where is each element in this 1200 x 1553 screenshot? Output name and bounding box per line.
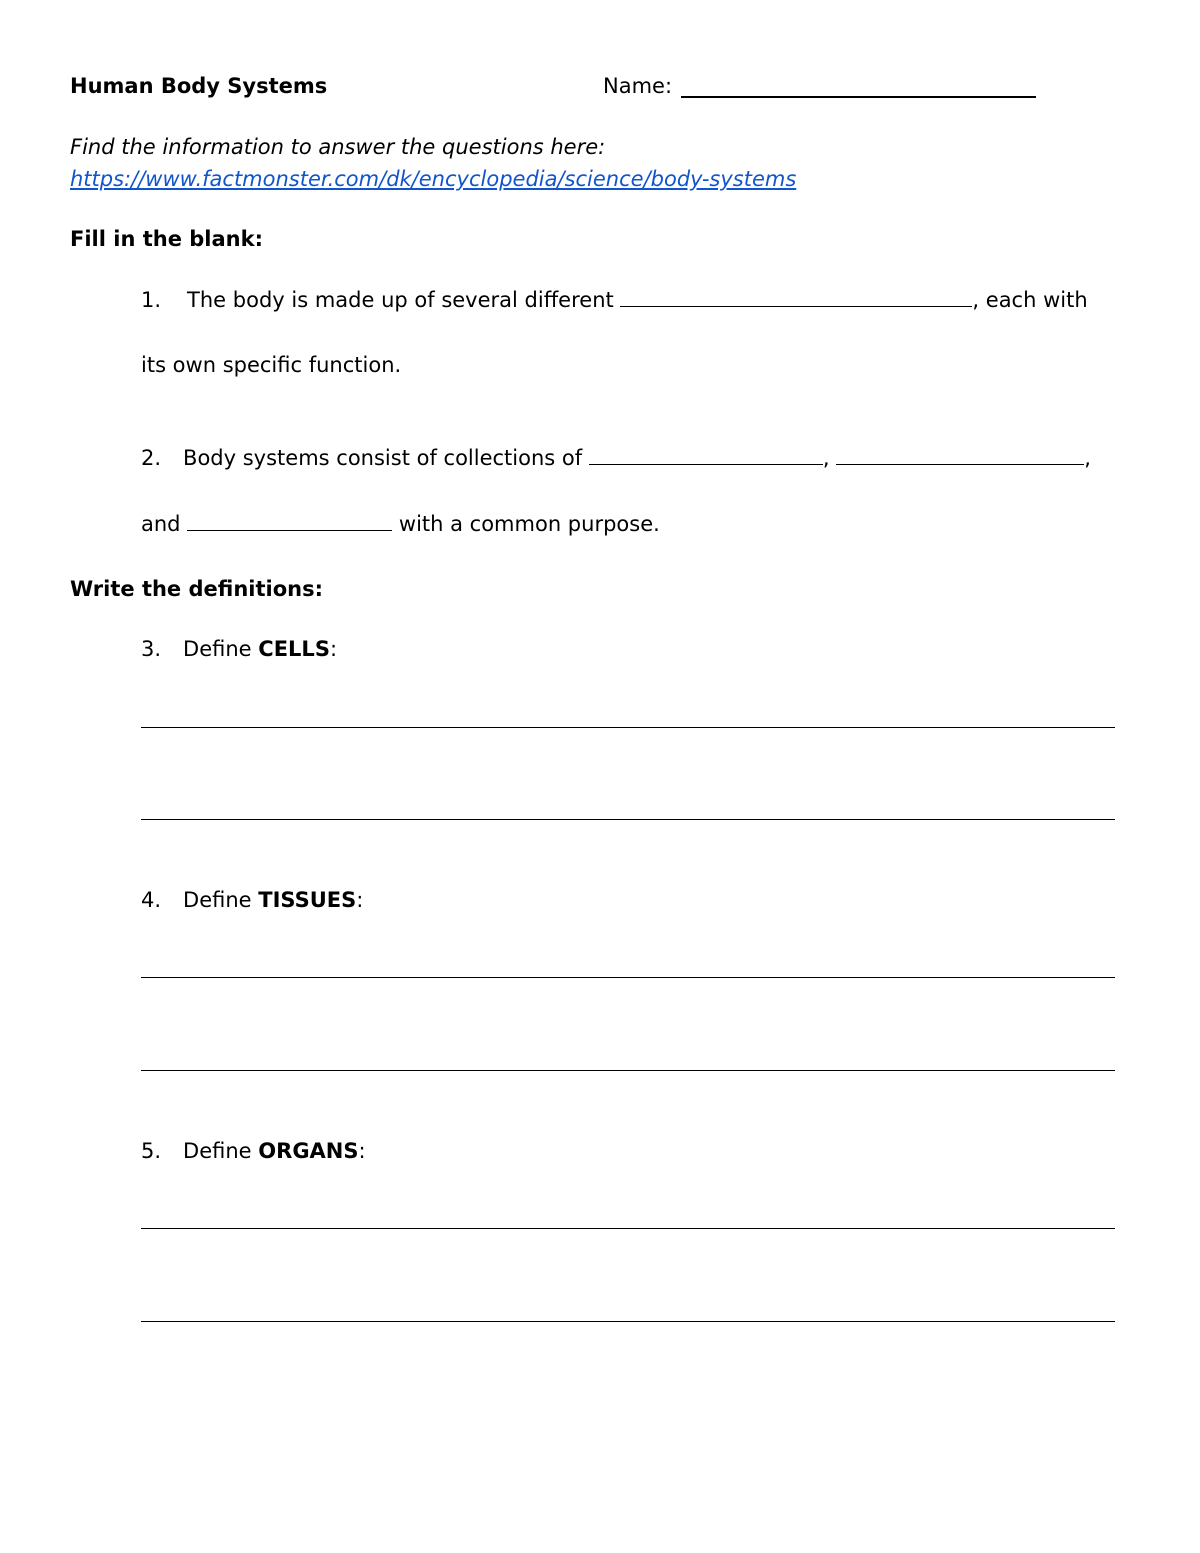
- question-2-end: with a common purpose.: [398, 512, 660, 536]
- question-2-and: and: [141, 512, 181, 536]
- question-4: [141, 888, 363, 912]
- question-3-prefix: Define: [183, 637, 252, 661]
- question-1-blank[interactable]: [620, 288, 972, 307]
- question-3-answer-line-2[interactable]: [141, 819, 1115, 820]
- name-field[interactable]: [681, 96, 1036, 98]
- question-2-blank-2[interactable]: [836, 446, 1084, 465]
- question-2-separator-1: ,: [822, 446, 830, 470]
- question-1-text: The body is made up of several different: [187, 288, 614, 312]
- question-1-continuation: its own specific function.: [141, 353, 402, 377]
- question-2-blank-1[interactable]: [589, 446, 823, 465]
- question-2-separator-2: ,: [1084, 446, 1091, 470]
- question-1-number: 1.: [141, 288, 162, 312]
- question-3-term: CELLS: [258, 637, 330, 661]
- question-4-suffix: :: [356, 888, 364, 912]
- question-5-answer-line-1[interactable]: [141, 1228, 1115, 1229]
- question-4-answer-line-2[interactable]: [141, 1070, 1115, 1071]
- reference-link[interactable]: https://www.factmonster.com/dk/encyclopedia/science/body-systems: [70, 167, 797, 191]
- question-2-line-1: [141, 446, 1091, 470]
- question-4-answer-line-1[interactable]: [141, 977, 1115, 978]
- question-5-number: 5.: [141, 1139, 162, 1163]
- question-3-suffix: :: [329, 637, 338, 661]
- instruction-text: Find the information to answer the questions here:: [70, 135, 606, 159]
- definitions-heading: Write the definitions:: [70, 577, 323, 601]
- question-2-number: 2.: [141, 446, 162, 470]
- question-3: [141, 637, 337, 661]
- question-5: [141, 1139, 366, 1163]
- name-label: Name:: [603, 74, 673, 98]
- question-4-number: 4.: [141, 888, 162, 912]
- fill-in-heading: Fill in the blank:: [70, 227, 263, 251]
- question-2-blank-3[interactable]: [187, 512, 392, 531]
- question-2-line-2: [141, 512, 660, 536]
- question-5-answer-line-2[interactable]: [141, 1321, 1115, 1322]
- question-5-suffix: :: [358, 1139, 366, 1163]
- question-4-term: TISSUES: [258, 888, 357, 912]
- question-2-text: Body systems consist of collections of: [183, 446, 583, 470]
- question-5-term: ORGANS: [258, 1139, 359, 1163]
- question-1-line-1: [141, 288, 1088, 312]
- question-3-answer-line-1[interactable]: [141, 727, 1115, 728]
- page-title: Human Body Systems: [70, 74, 328, 98]
- question-4-prefix: Define: [183, 888, 252, 912]
- question-1-text-after: , each with: [972, 288, 1088, 312]
- question-5-prefix: Define: [183, 1139, 252, 1163]
- question-3-number: 3.: [141, 637, 162, 661]
